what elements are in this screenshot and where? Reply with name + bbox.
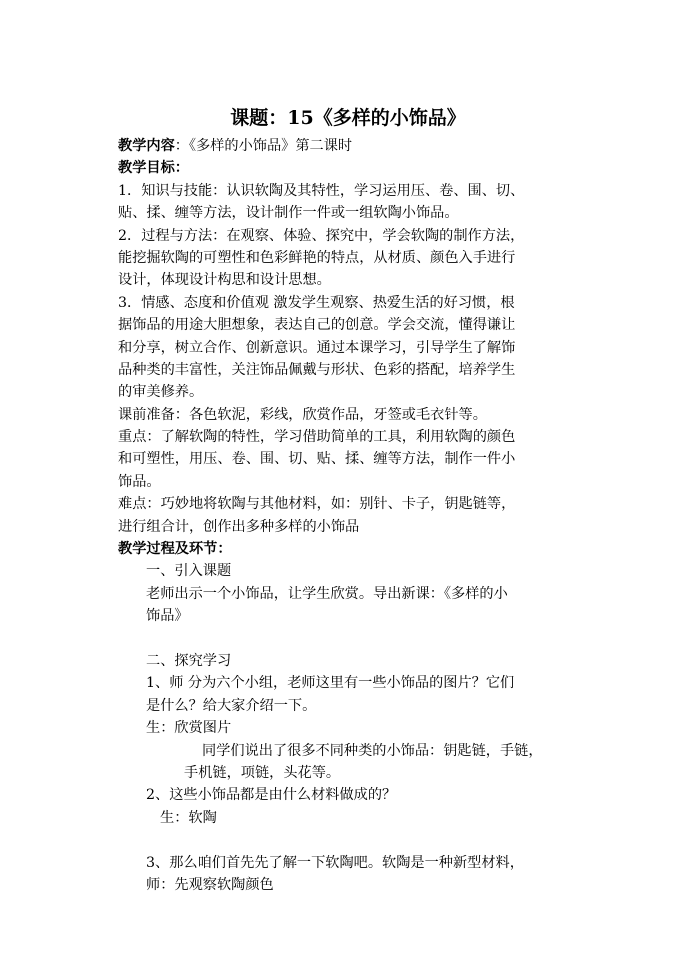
goal-line: 据饰品的用途大胆想象，表达自己的创意。学会交流，懂得谦让	[118, 317, 516, 334]
teaching-content-value: ：《多样的小饰品》第二课时	[174, 138, 353, 154]
section-text: 饰品》	[146, 608, 189, 625]
key-point-line: 重点：了解软陶的特性，学习借助简单的工具，利用软陶的颜色	[118, 429, 516, 446]
goal-line: 贴、揉、缠等方法，设计制作一件或一组软陶小饰品。	[118, 205, 459, 222]
goal-line: 设计，体现设计构思和设计思想。	[118, 272, 331, 289]
question-line: 1、师 分为六个小组，老师这里有一些小饰品的图片？它们	[146, 675, 515, 692]
difficulty-line: 难点：巧妙地将软陶与其他材料，如：别针、卡子，钥匙链等，	[118, 496, 516, 513]
goal-line: 品种类的丰富性，关注饰品佩戴与形状、色彩的搭配，培养学生	[118, 361, 516, 378]
preparation-line: 课前准备：各色软泥，彩线，欣赏作品，牙签或毛衣针等。	[118, 406, 487, 423]
question-line: 师：先观察软陶颜色	[146, 876, 274, 893]
student-answer-line: 生：软陶	[160, 809, 217, 826]
process-heading: 教学过程及环节：	[118, 541, 232, 558]
blank-line	[118, 628, 578, 650]
document-body	[118, 105, 578, 896]
difficulty-line: 进行组合计，创作出多种多样的小饰品	[118, 518, 360, 535]
section-heading-explore: 二、探究学习	[146, 652, 232, 669]
goal-line: 3．情感、态度和价值观 激发学生观察、热爱生活的好习惯，根	[118, 294, 515, 311]
section-text: 老师出示一个小饰品，让学生欣赏。导出新课：《多样的小	[146, 585, 508, 602]
teaching-content-line	[118, 135, 578, 157]
section-heading-intro: 一、引入课题	[146, 563, 232, 580]
goals-heading: 教学目标：	[118, 160, 189, 177]
question-line: 2、这些小饰品都是由什么材料做成的？	[146, 787, 397, 804]
student-answer-line: 生：欣赏图片	[146, 720, 232, 737]
question-line: 是什么？给大家介绍一下。	[146, 697, 317, 714]
goal-line: 的审美修养。	[118, 384, 204, 401]
goal-line: 和分享，树立合作、创新意识。通过本课学习，引导学生了解饰	[118, 339, 516, 356]
blank-line	[118, 829, 578, 851]
page-title: 课题：15《多样的小饰品》	[230, 107, 466, 129]
key-point-line: 和可塑性，用压、卷、围、切、贴、揉、缠等方法，制作一件小	[118, 451, 516, 468]
question-line: 3、那么咱们首先先了解一下软陶吧。软陶是一种新型材料，	[146, 854, 524, 871]
student-detail-line: 手机链，项链，头花等。	[184, 764, 341, 781]
student-detail-line: 同学们说出了很多不同种类的小饰品：钥匙链，手链，	[202, 742, 543, 759]
goal-line: 2．过程与方法：在观察、体验、探究中，学会软陶的制作方法，	[118, 227, 525, 244]
goal-line: 能挖掘软陶的可塑性和色彩鲜艳的特点，从材质、颜色入手进行	[118, 249, 516, 266]
goal-line: 1．知识与技能：认识软陶及其特性，学习运用压、卷、围、切、	[118, 182, 525, 199]
key-point-line: 饰品。	[118, 473, 161, 490]
teaching-content-label: 教学内容	[118, 138, 175, 154]
